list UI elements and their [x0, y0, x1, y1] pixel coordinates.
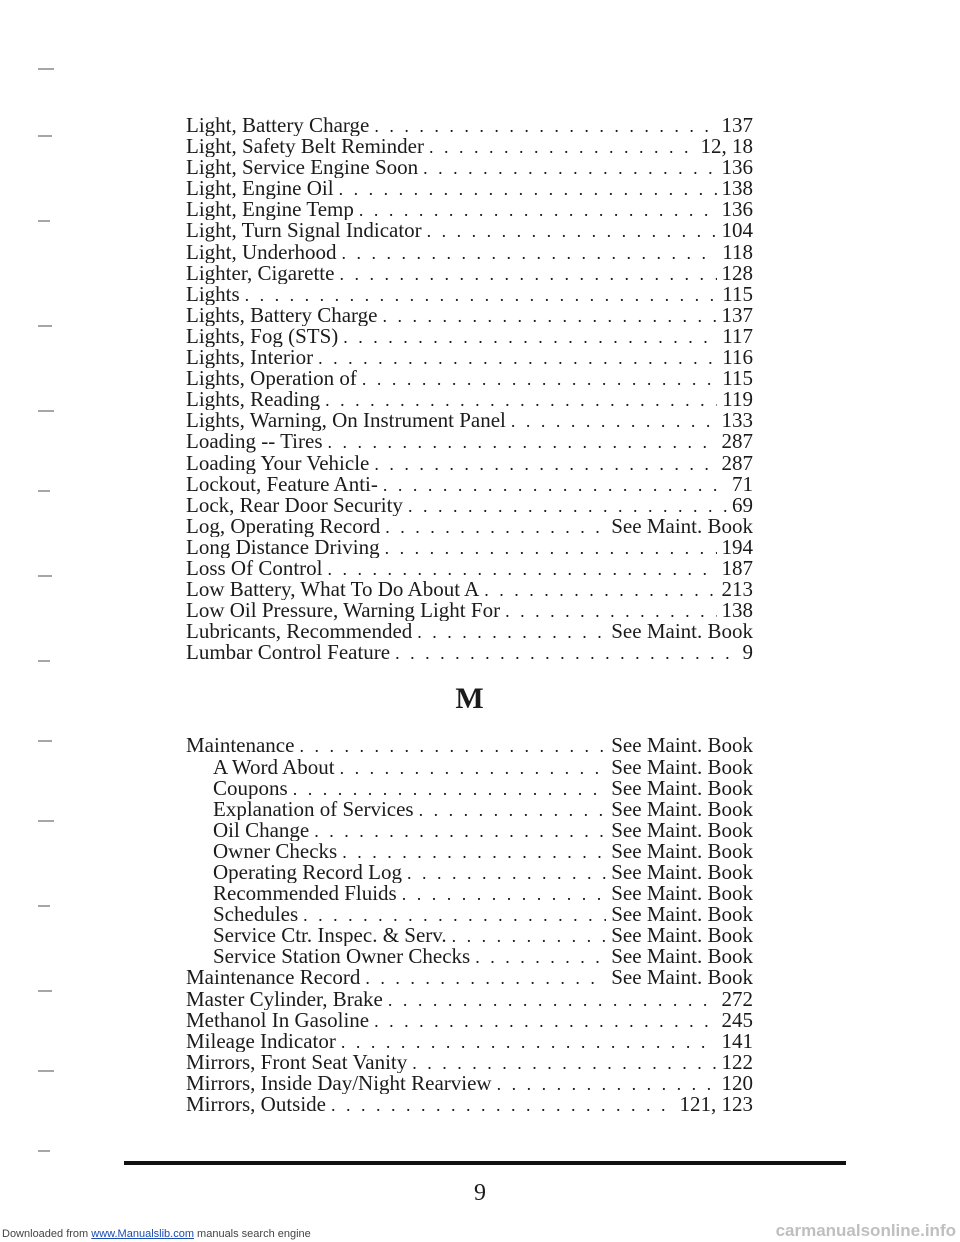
index-entry [186, 820, 753, 841]
entry-label: Lights, Battery Charge [186, 304, 378, 326]
entry-page-ref: 71 [732, 473, 753, 495]
entry-page-ref: 138 [721, 600, 753, 622]
entry-label: Explanation of Services [213, 798, 414, 820]
index-entry [186, 1052, 753, 1073]
dot-leader [383, 306, 717, 326]
entry-label: A Word About [213, 756, 335, 778]
index-entry [186, 778, 753, 799]
entry-label: Mirrors, Outside [186, 1094, 326, 1116]
entry-page-ref: 136 [721, 199, 753, 221]
entry-page-ref: See Maint. Book [611, 862, 753, 884]
entry-label: Lumbar Control Feature [186, 642, 391, 664]
dot-leader [299, 736, 606, 756]
index-entry [186, 157, 753, 178]
entry-label: Recommended Fluids [213, 883, 397, 905]
dot-leader [359, 200, 717, 220]
entry-label: Mileage Indicator [186, 1030, 336, 1052]
index-entry [186, 368, 753, 389]
dot-leader [423, 158, 716, 178]
dot-leader [385, 517, 606, 537]
entry-label: Light, Underhood [186, 241, 337, 263]
index-entry [186, 1073, 753, 1094]
entry-label: Low Battery, What To Do About A [186, 579, 480, 601]
entry-label: Lights [186, 283, 240, 305]
dot-leader [395, 643, 737, 663]
entry-label: Lockout, Feature Anti- [186, 473, 378, 495]
dot-leader [374, 454, 716, 474]
entry-label: Lights, Operation of [186, 368, 357, 390]
entry-page-ref: 128 [721, 262, 753, 284]
download-suffix: manuals search engine [197, 1228, 311, 1240]
index-entry [186, 735, 753, 756]
dot-leader [328, 559, 717, 579]
entry-page-ref: See Maint. Book [611, 819, 753, 841]
dot-leader [325, 390, 717, 410]
entry-page-ref: 245 [721, 1009, 753, 1031]
index-entry [186, 474, 753, 495]
entry-label: Master Cylinder, Brake [186, 988, 383, 1010]
index-entry [186, 862, 753, 883]
entry-label: Service Ctr. Inspec. & Serv. [213, 925, 447, 947]
entry-page-ref: See Maint. Book [611, 883, 753, 905]
entry-label: Operating Record Log [213, 862, 402, 884]
dot-leader [429, 137, 696, 157]
entry-label: Lubricants, Recommended [186, 621, 413, 643]
entry-label: Owner Checks [213, 840, 338, 862]
entry-label: Light, Turn Signal Indicator [186, 220, 422, 242]
dot-leader [511, 411, 717, 431]
index-entry [186, 1010, 753, 1031]
index-list-l [186, 115, 753, 663]
download-notice [2, 1228, 311, 1240]
entry-page-ref: 115 [722, 283, 753, 305]
dot-leader [341, 1032, 717, 1052]
dot-leader [383, 475, 727, 495]
entry-page-ref: 137 [721, 304, 753, 326]
index-entry [186, 600, 753, 621]
index-entry [186, 904, 753, 925]
entry-page-ref: 194 [721, 536, 753, 558]
entry-label: Low Oil Pressure, Warning Light For [186, 600, 501, 622]
entry-page-ref: 213 [721, 579, 753, 601]
index-entry [186, 326, 753, 347]
section-heading-m: M [455, 682, 484, 716]
entry-label: Lights, Reading [186, 389, 321, 411]
entry-page-ref: 116 [722, 347, 753, 369]
entry-label: Loading -- Tires [186, 431, 323, 453]
entry-label: Lights, Warning, On Instrument Panel [186, 410, 506, 432]
dot-leader [331, 1095, 675, 1115]
entry-label: Loading Your Vehicle [186, 452, 370, 474]
dot-leader [402, 884, 607, 904]
footer-rule [124, 1161, 846, 1165]
dot-leader [374, 1011, 716, 1031]
entry-label: Light, Battery Charge [186, 115, 370, 137]
dot-leader [374, 116, 716, 136]
entry-page-ref: See Maint. Book [611, 756, 753, 778]
index-entry [186, 579, 753, 600]
dot-leader [341, 243, 717, 263]
watermark: carmanualsonline.info [775, 1221, 956, 1240]
index-entry [186, 242, 753, 263]
index-entry [186, 925, 753, 946]
dot-leader [484, 580, 716, 600]
dot-leader [475, 947, 606, 967]
entry-page-ref: 138 [721, 178, 753, 200]
dot-leader [452, 926, 607, 946]
index-entry [186, 841, 753, 862]
dot-leader [340, 758, 607, 778]
entry-label: Mirrors, Inside Day/Night Rearview [186, 1072, 492, 1095]
dot-leader [385, 538, 717, 558]
entry-page-ref: 141 [721, 1030, 753, 1052]
entry-page-ref: See Maint. Book [611, 621, 753, 643]
entry-label: Oil Change [213, 819, 310, 841]
dot-leader [419, 800, 607, 820]
index-entry [186, 305, 753, 326]
dot-leader [343, 327, 717, 347]
index-entry [186, 967, 753, 988]
index-entry [186, 621, 753, 642]
dot-leader [293, 779, 607, 799]
index-entry [186, 220, 753, 241]
entry-page-ref: 9 [742, 642, 753, 664]
entry-page-ref: See Maint. Book [611, 904, 753, 926]
entry-page-ref: 69 [732, 494, 753, 516]
entry-label: Lock, Rear Door Security [186, 494, 403, 516]
dot-leader [314, 821, 606, 841]
entry-label: Lights, Interior [186, 347, 314, 369]
entry-label: Light, Engine Oil [186, 178, 334, 200]
index-entry [186, 495, 753, 516]
dot-leader [339, 179, 717, 199]
index-entry [186, 389, 753, 410]
index-entry [186, 284, 753, 305]
dot-leader [365, 968, 606, 988]
index-entry [186, 537, 753, 558]
entry-label: Coupons [213, 777, 288, 799]
dot-leader [245, 285, 718, 305]
index-entry [186, 1094, 753, 1115]
entry-label: Mirrors, Front Seat Vanity [186, 1051, 408, 1073]
dot-leader [362, 369, 717, 389]
entry-page-ref: 187 [721, 557, 753, 580]
index-entry [186, 516, 753, 537]
entry-page-ref: See Maint. Book [611, 925, 753, 947]
entry-label: Lighter, Cigarette [186, 262, 335, 284]
entry-label: Maintenance Record [186, 967, 361, 989]
entry-label: Methanol In Gasoline [186, 1009, 370, 1031]
entry-label: Log, Operating Record [186, 515, 381, 537]
entry-label: Maintenance [186, 735, 295, 757]
index-entry [186, 453, 753, 474]
index-entry [186, 410, 753, 431]
entry-page-ref: See Maint. Book [611, 946, 753, 968]
dot-leader [388, 990, 717, 1010]
dot-leader [427, 221, 717, 241]
dot-leader [497, 1074, 717, 1094]
index-entry [186, 757, 753, 778]
index-entry [186, 263, 753, 284]
entry-label: Light, Engine Temp [186, 199, 354, 221]
entry-label: Light, Safety Belt Reminder [186, 136, 424, 158]
index-entry [186, 115, 753, 136]
dot-leader [417, 622, 606, 642]
entry-page-ref: See Maint. Book [611, 798, 753, 820]
entry-page-ref: 120 [721, 1072, 753, 1095]
entry-page-ref: 287 [721, 431, 753, 453]
index-entry [186, 558, 753, 579]
entry-label: Schedules [213, 904, 299, 926]
entry-label: Long Distance Driving [186, 536, 380, 558]
dot-leader [339, 264, 716, 284]
entry-page-ref: 272 [721, 988, 753, 1010]
entry-page-ref: See Maint. Book [611, 777, 753, 799]
download-prefix: Downloaded from [2, 1228, 89, 1240]
index-entry [186, 799, 753, 820]
index-columns [186, 115, 753, 1115]
entry-page-ref: See Maint. Book [611, 735, 753, 757]
entry-page-ref: 121, 123 [679, 1094, 753, 1116]
entry-page-ref: See Maint. Book [611, 967, 753, 989]
entry-page-ref: 12, 18 [700, 136, 753, 158]
entry-page-ref: 122 [721, 1051, 753, 1073]
dot-leader [412, 1053, 716, 1073]
entry-page-ref: 133 [721, 410, 753, 432]
entry-page-ref: 115 [722, 368, 753, 390]
binding-margin-marks [38, 60, 62, 1170]
entry-page-ref: 287 [721, 452, 753, 474]
dot-leader [318, 348, 717, 368]
entry-page-ref: 136 [721, 157, 753, 179]
entry-page-ref: 117 [722, 325, 753, 348]
page-number: 9 [474, 1180, 486, 1206]
index-entry [186, 178, 753, 199]
entry-label: Light, Service Engine Soon [186, 157, 419, 179]
entry-label: Lights, Fog (STS) [186, 325, 339, 348]
dot-leader [505, 601, 716, 621]
index-entry [186, 989, 753, 1010]
entry-page-ref: See Maint. Book [611, 840, 753, 862]
dot-leader [342, 842, 606, 862]
dot-leader [303, 905, 606, 925]
index-entry [186, 431, 753, 452]
entry-label: Service Station Owner Checks [213, 946, 471, 968]
index-entry [186, 347, 753, 368]
entry-page-ref: See Maint. Book [611, 515, 753, 537]
manualslib-link[interactable]: www.Manualslib.com [91, 1228, 194, 1240]
dot-leader [328, 432, 717, 452]
index-entry [186, 642, 753, 663]
entry-page-ref: 119 [722, 389, 753, 411]
index-entry [186, 136, 753, 157]
dot-leader [407, 863, 606, 883]
entry-page-ref: 104 [721, 220, 753, 242]
entry-page-ref: 118 [722, 241, 753, 263]
index-entry [186, 199, 753, 220]
index-entry [186, 1031, 753, 1052]
index-list-m [186, 735, 753, 1115]
index-entry [186, 883, 753, 904]
entry-label: Loss Of Control [186, 557, 323, 580]
index-entry [186, 946, 753, 967]
dot-leader [408, 496, 727, 516]
entry-page-ref: 137 [721, 115, 753, 137]
